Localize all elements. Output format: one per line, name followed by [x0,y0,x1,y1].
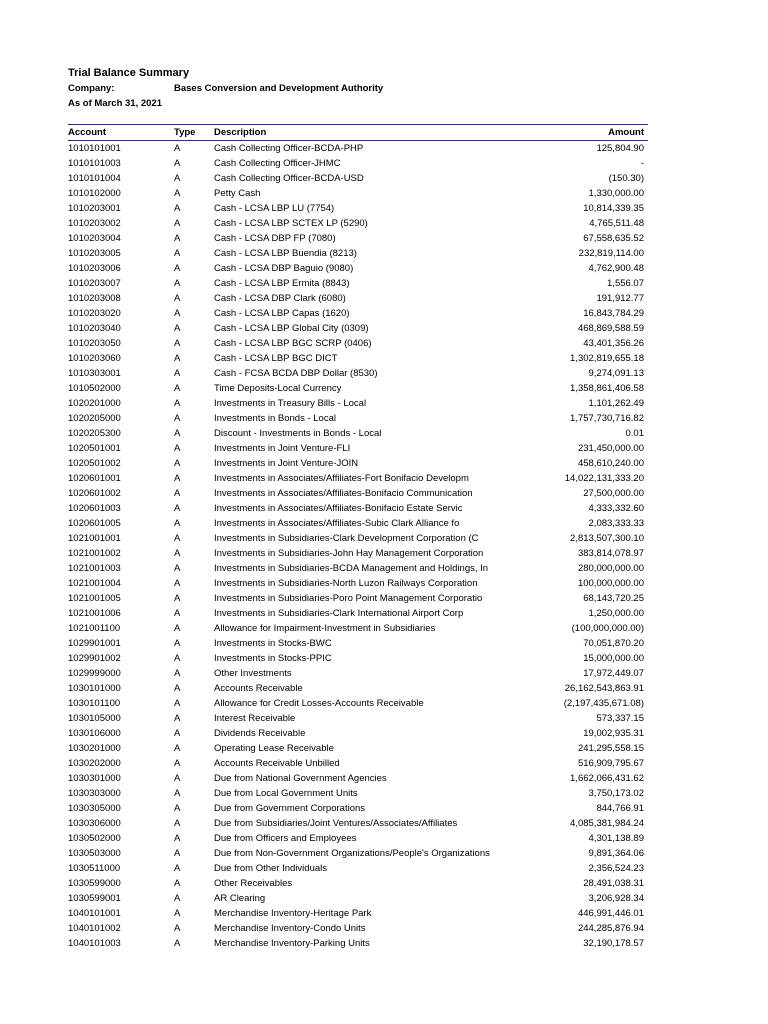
table-row [68,936,648,951]
as-of-date: As of March 31, 2021 [68,98,162,109]
description-cell: Due from Local Government Units [214,788,358,799]
description-cell: Due from National Government Agencies [214,773,387,784]
table-row [68,441,648,456]
type-cell: A [174,908,181,919]
description-cell: Dividends Receivable [214,728,306,739]
table-row [68,741,648,756]
column-header-amount: Amount [608,127,644,138]
account-cell: 1040101002 [68,923,121,934]
table-row [68,246,648,261]
type-cell: A [174,158,181,169]
amount-cell: 125,804.90 [596,143,644,154]
amount-cell: 2,356,524.23 [588,863,644,874]
type-cell: A [174,413,181,424]
amount-cell: 4,301,138.89 [588,833,644,844]
amount-cell: 28,491,038.31 [583,878,644,889]
amount-cell: 19,002,935.31 [583,728,644,739]
description-cell: Cash - LCSA LBP LU (7754) [214,203,335,214]
amount-cell: (100,000,000.00) [571,623,644,634]
account-cell: 1030301000 [68,773,121,784]
type-cell: A [174,758,181,769]
description-cell: Cash - LCSA DBP Clark (6080) [214,293,346,304]
account-cell: 1030503000 [68,848,121,859]
type-cell: A [174,713,181,724]
table-header [68,124,648,141]
amount-cell: 4,765,511.48 [589,218,644,229]
account-cell: 1030599001 [68,893,121,904]
table-row [68,726,648,741]
account-cell: 1010203008 [68,293,121,304]
type-cell: A [174,188,181,199]
description-cell: Investments in Subsidiaries-BCDA Management and Holdings, In [214,563,489,574]
account-cell: 1010203001 [68,203,121,214]
type-cell: A [174,473,181,484]
description-cell: Due from Government Corporations [214,803,366,814]
type-cell: A [174,743,181,754]
table-row [68,786,648,801]
description-cell: Merchandise Inventory-Heritage Park [214,908,372,919]
type-cell: A [174,503,181,514]
account-cell: 1040101001 [68,908,121,919]
type-cell: A [174,833,181,844]
table-row [68,321,648,336]
amount-cell: 232,819,114.00 [578,248,644,259]
account-cell: 1030303000 [68,788,121,799]
description-cell: Investments in Subsidiaries-John Hay Management Corporation [214,548,484,559]
company-row [68,81,468,96]
type-cell: A [174,803,181,814]
description-cell: Time Deposits-Local Currency [214,383,342,394]
type-cell: A [174,428,181,439]
account-cell: 1020501002 [68,458,121,469]
account-cell: 1010203005 [68,248,121,259]
table-row [68,366,648,381]
table-body [68,141,648,951]
table-row [68,186,648,201]
description-cell: Investments in Associates/Affiliates-Bonifacio Communication [214,488,473,499]
table-row [68,651,648,666]
amount-cell: 3,750,173.02 [588,788,644,799]
type-cell: A [174,278,181,289]
as-of-row [68,96,468,111]
description-cell: Cash Collecting Officer-JHMC [214,158,341,169]
account-cell: 1030106000 [68,728,121,739]
table-row [68,156,648,171]
amount-cell: 1,302,819,655.18 [570,353,644,364]
account-cell: 1010203020 [68,308,121,319]
amount-cell: 383,814,078.97 [577,548,644,559]
account-cell: 1021001005 [68,593,121,604]
amount-cell: 10,814,339.35 [583,203,644,214]
account-cell: 1030599000 [68,878,121,889]
description-cell: Investments in Bonds - Local [214,413,336,424]
table-row [68,561,648,576]
type-cell: A [174,818,181,829]
amount-cell: 43,401,356.26 [583,338,644,349]
table-row [68,546,648,561]
amount-cell: 844,766.91 [596,803,644,814]
type-cell: A [174,173,181,184]
account-cell: 1021001004 [68,578,121,589]
account-cell: 1010102000 [68,188,121,199]
table-row [68,141,648,156]
account-cell: 1021001002 [68,548,121,559]
table-row [68,231,648,246]
description-cell: Cash - LCSA LBP BGC SCRP (0406) [214,338,372,349]
account-cell: 1030105000 [68,713,121,724]
account-cell: 1021001001 [68,533,121,544]
amount-cell: 1,101,262.49 [588,398,644,409]
amount-cell: 70,051,870.20 [583,638,644,649]
table-row [68,426,648,441]
type-cell: A [174,533,181,544]
type-cell: A [174,218,181,229]
type-cell: A [174,668,181,679]
type-cell: A [174,398,181,409]
table-row [68,201,648,216]
table-row [68,411,648,426]
type-cell: A [174,773,181,784]
amount-cell: 4,762,900.48 [588,263,644,274]
account-cell: 1010101004 [68,173,121,184]
table-row [68,666,648,681]
description-cell: Investments in Associates/Affiliates-Fort Bonifacio Developm [214,473,469,484]
amount-cell: 17,972,449.07 [583,668,644,679]
table-row [68,816,648,831]
table-row [68,696,648,711]
account-cell: 1020601001 [68,473,121,484]
type-cell: A [174,293,181,304]
type-cell: A [174,623,181,634]
amount-cell: 100,000,000.00 [577,578,644,589]
table-row [68,276,648,291]
amount-cell: 241,295,558.15 [577,743,644,754]
table-row [68,771,648,786]
table-row [68,636,648,651]
amount-cell: 573,337.15 [596,713,644,724]
table-row [68,216,648,231]
type-cell: A [174,788,181,799]
table-row [68,801,648,816]
table-row [68,501,648,516]
table-row [68,921,648,936]
table-row [68,756,648,771]
type-cell: A [174,488,181,499]
report-title: Trial Balance Summary [68,67,190,79]
type-cell: A [174,368,181,379]
account-cell: 1030511000 [68,863,121,874]
account-cell: 1010203004 [68,233,121,244]
account-cell: 1030305000 [68,803,121,814]
table-row [68,486,648,501]
type-cell: A [174,878,181,889]
table-row [68,861,648,876]
table-row [68,171,648,186]
account-cell: 1010101003 [68,158,121,169]
account-cell: 1030101000 [68,683,121,694]
account-cell: 1029901001 [68,638,121,649]
amount-cell: 9,891,364.06 [588,848,644,859]
table-row [68,846,648,861]
amount-cell: 446,991,446.01 [577,908,644,919]
table-row [68,456,648,471]
table-row [68,591,648,606]
account-cell: 1030306000 [68,818,121,829]
description-cell: Investments in Associates/Affiliates-Subic Clark Alliance fo [214,518,460,529]
column-header-description: Description [214,127,267,138]
table-row [68,831,648,846]
account-cell: 1010203007 [68,278,121,289]
description-cell: Operating Lease Receivable [214,743,334,754]
table-row [68,891,648,906]
amount-cell: 2,083,333.33 [588,518,644,529]
amount-cell: 3,206,928.34 [588,893,644,904]
description-cell: Discount - Investments in Bonds - Local [214,428,382,439]
account-cell: 1010303001 [68,368,121,379]
description-cell: Due from Subsidiaries/Joint Ventures/Associates/Affiliates [214,818,458,829]
table-row [68,261,648,276]
report-header [68,66,468,111]
account-cell: 1029901002 [68,653,121,664]
description-cell: Investments in Subsidiaries-Clark International Airport Corp [214,608,464,619]
account-cell: 1030201000 [68,743,121,754]
account-cell: 1040101003 [68,938,121,949]
column-header-type: Type [174,127,196,138]
description-cell: Merchandise Inventory-Condo Units [214,923,366,934]
description-cell: Cash - LCSA DBP FP (7080) [214,233,336,244]
account-cell: 1010203050 [68,338,121,349]
amount-cell: 15,000,000.00 [583,653,644,664]
account-cell: 1021001006 [68,608,121,619]
account-cell: 1010203006 [68,263,121,274]
description-cell: Cash Collecting Officer-BCDA-USD [214,173,364,184]
description-cell: Investments in Joint Venture-FLI [214,443,351,454]
amount-cell: 191,912.77 [596,293,644,304]
description-cell: Other Investments [214,668,292,679]
amount-cell: 458,610,240.00 [577,458,644,469]
description-cell: Investments in Stocks-BWC [214,638,332,649]
trial-balance-table [68,124,648,951]
type-cell: A [174,518,181,529]
account-cell: 1020501001 [68,443,121,454]
amount-cell: 4,333,332.60 [588,503,644,514]
amount-cell: 0.01 [625,428,644,439]
table-row [68,621,648,636]
description-cell: Petty Cash [214,188,261,199]
amount-cell: 468,869,588.59 [577,323,644,334]
description-cell: Cash Collecting Officer-BCDA-PHP [214,143,364,154]
description-cell: Cash - LCSA LBP Capas (1620) [214,308,350,319]
amount-cell: (2,197,435,671.08) [563,698,644,709]
amount-cell: 9,274,091.13 [588,368,644,379]
amount-cell: 32,190,178.57 [583,938,644,949]
amount-cell: 4,085,381,984.24 [570,818,644,829]
type-cell: A [174,443,181,454]
account-cell: 1010203040 [68,323,121,334]
type-cell: A [174,323,181,334]
table-row [68,306,648,321]
type-cell: A [174,848,181,859]
description-cell: Due from Non-Government Organizations/People's Organizations [214,848,490,859]
column-header-account: Account [68,127,106,138]
table-row [68,606,648,621]
description-cell: Investments in Associates/Affiliates-Bonifacio Estate Servic [214,503,463,514]
account-cell: 1020601005 [68,518,121,529]
table-row [68,351,648,366]
type-cell: A [174,728,181,739]
account-cell: 1020205300 [68,428,121,439]
description-cell: Cash - LCSA DBP Baguio (9080) [214,263,354,274]
account-cell: 1030101100 [68,698,121,709]
type-cell: A [174,383,181,394]
description-cell: Due from Officers and Employees [214,833,357,844]
type-cell: A [174,458,181,469]
account-cell: 1020601002 [68,488,121,499]
description-cell: Investments in Subsidiaries-North Luzon Railways Corporation [214,578,478,589]
amount-cell: 1,358,861,406.58 [570,383,644,394]
type-cell: A [174,563,181,574]
description-cell: Due from Other Individuals [214,863,327,874]
amount-cell: 27,500,000.00 [583,488,644,499]
table-row [68,381,648,396]
type-cell: A [174,248,181,259]
account-cell: 1010203002 [68,218,121,229]
company-label: Company: [68,83,115,94]
amount-cell: - [640,158,644,169]
type-cell: A [174,578,181,589]
type-cell: A [174,923,181,934]
amount-cell: 1,662,066,431.62 [570,773,644,784]
type-cell: A [174,548,181,559]
account-cell: 1029999000 [68,668,121,679]
type-cell: A [174,353,181,364]
type-cell: A [174,338,181,349]
amount-cell: 280,000,000.00 [577,563,644,574]
description-cell: Other Receivables [214,878,293,889]
description-cell: Investments in Stocks-PPIC [214,653,332,664]
description-cell: Investments in Treasury Bills - Local [214,398,367,409]
company-name: Bases Conversion and Development Authority [174,83,384,94]
account-cell: 1020201000 [68,398,121,409]
description-cell: Cash - LCSA LBP Buendia (8213) [214,248,357,259]
amount-cell: 1,556.07 [607,278,644,289]
type-cell: A [174,263,181,274]
table-row [68,576,648,591]
account-cell: 1020601003 [68,503,121,514]
description-cell: Cash - FCSA BCDA DBP Dollar (8530) [214,368,378,379]
table-row [68,336,648,351]
type-cell: A [174,938,181,949]
account-cell: 1010203060 [68,353,121,364]
type-cell: A [174,143,181,154]
account-cell: 1030502000 [68,833,121,844]
type-cell: A [174,203,181,214]
amount-cell: 1,330,000.00 [588,188,644,199]
type-cell: A [174,638,181,649]
account-cell: 1030202000 [68,758,121,769]
account-cell: 1010502000 [68,383,121,394]
account-cell: 1021001003 [68,563,121,574]
amount-cell: 244,285,876.94 [577,923,644,934]
table-row [68,471,648,486]
type-cell: A [174,893,181,904]
amount-cell: 26,162,543,863.91 [564,683,644,694]
description-cell: Interest Receivable [214,713,296,724]
amount-cell: 516,909,795.67 [577,758,644,769]
description-cell: Cash - LCSA LBP Global City (0309) [214,323,369,334]
type-cell: A [174,653,181,664]
account-cell: 1020205000 [68,413,121,424]
amount-cell: 1,757,730,716.82 [570,413,644,424]
account-cell: 1021001100 [68,623,121,634]
description-cell: Allowance for Credit Losses-Accounts Receivable [214,698,424,709]
amount-cell: 14,022,131,333.20 [564,473,644,484]
amount-cell: (150.30) [608,173,644,184]
table-row [68,876,648,891]
type-cell: A [174,863,181,874]
amount-cell: 68,143,720.25 [583,593,644,604]
table-row [68,291,648,306]
type-cell: A [174,698,181,709]
description-cell: Investments in Subsidiaries-Poro Point Management Corporatio [214,593,483,604]
description-cell: Accounts Receivable [214,683,303,694]
type-cell: A [174,683,181,694]
table-row [68,711,648,726]
account-cell: 1010101001 [68,143,121,154]
amount-cell: 2,813,507,300.10 [570,533,644,544]
table-row [68,396,648,411]
table-row [68,516,648,531]
table-row [68,531,648,546]
table-row [68,681,648,696]
type-cell: A [174,308,181,319]
amount-cell: 67,558,635.52 [583,233,644,244]
type-cell: A [174,593,181,604]
description-cell: Cash - LCSA LBP Ermita (8843) [214,278,350,289]
type-cell: A [174,233,181,244]
description-cell: Merchandise Inventory-Parking Units [214,938,370,949]
description-cell: Investments in Subsidiaries-Clark Development Corporation (C [214,533,479,544]
type-cell: A [174,608,181,619]
description-cell: AR Clearing [214,893,266,904]
table-row [68,906,648,921]
amount-cell: 1,250,000.00 [588,608,644,619]
amount-cell: 16,843,784.29 [583,308,644,319]
amount-cell: 231,450,000.00 [577,443,644,454]
description-cell: Investments in Joint Venture-JOIN [214,458,359,469]
description-cell: Cash - LCSA LBP SCTEX LP (5290) [214,218,368,229]
description-cell: Allowance for Impairment-Investment in Subsidiaries [214,623,436,634]
description-cell: Accounts Receivable Unbilled [214,758,340,769]
description-cell: Cash - LCSA LBP BGC DICT [214,353,338,364]
